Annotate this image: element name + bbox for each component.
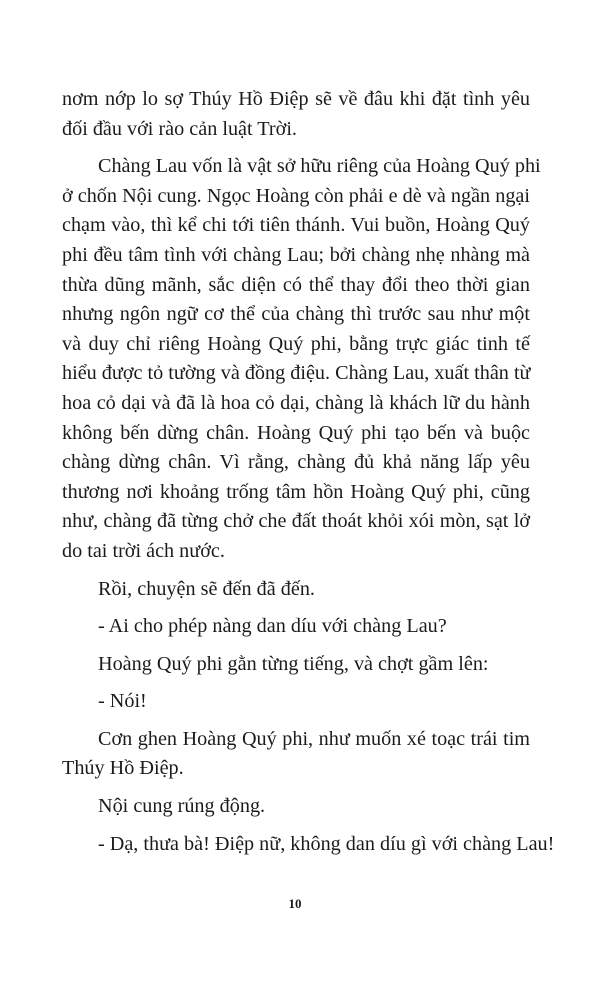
text-line: do tai trời ách nước. [62,539,225,562]
text-line: thương nơi khoảng trống tâm hồn Hoàng Quý phi, cũng [62,480,530,503]
text-line: và duy chỉ riêng Hoàng Quý phi, bằng trực giác tinh tế [62,332,530,355]
text-line: ở chốn Nội cung. Ngọc Hoàng còn phải e dè và ngần ngại [62,184,530,207]
paragraph [62,85,530,144]
text-line: nhưng ngôn ngữ cơ thể của chàng thì trước sau như một [62,303,530,326]
paragraph [62,687,530,717]
text-line: chạm vào, thì kể chi tới tiên thánh. Vui buồn, Hoàng Quý [62,214,530,237]
text-line: - Ai cho phép nàng dan díu với chàng Lau? [98,615,447,638]
text-line: Hoàng Quý phi gằn từng tiếng, và chợt gầm lên: [98,652,489,675]
text-line: nơm nớp lo sợ Thúy Hồ Điệp sẽ về đâu khi đặt tình yêu [62,88,530,110]
paragraph [62,830,555,860]
text-line: - Nói! [98,690,147,713]
paragraph [62,725,530,784]
text-line: chàng dừng chân. Vì rằng, chàng đủ khả năng lấp yêu [62,451,530,474]
text-line: phi đều tâm tình với chàng Lau; bởi chàng nhẹ nhàng mà [62,243,530,266]
page-number: 10 [288,896,302,911]
text-line: như, chàng đã từng chở che đất thoát khỏi xói mòn, sạt lở [62,510,530,533]
text-line: hoa cỏ dại và đã là hoa cỏ dại, chàng là khách lữ du hành [62,391,530,414]
text-line: không bến dừng chân. Hoàng Quý phi tạo bến và buộc [62,421,530,444]
text-line: thừa dũng mãnh, sắc diện có thể thay đổi theo thời gian [62,273,530,296]
text-line: Cơn ghen Hoàng Quý phi, như muốn xé toạc trái tim [98,727,530,750]
body-text [62,85,555,859]
text-line: Thúy Hồ Điệp. [62,757,184,780]
paragraph [62,650,530,680]
text-line: đối đầu với rào cản luật Trời. [62,117,297,140]
paragraph [62,792,530,822]
paragraph [62,575,530,605]
text-line: hiểu được tỏ tường và đồng điệu. Chàng Lau, xuất thân từ [62,362,531,385]
text-line: Nội cung rúng động. [98,795,266,818]
paragraph [62,612,530,642]
paragraph [62,152,541,566]
text-line: Chàng Lau vốn là vật sở hữu riêng của Hoàng Quý phi [98,155,541,178]
text-line: - Dạ, thưa bà! Điệp nữ, không dan díu gì với chàng Lau! [98,832,555,855]
text-line: Rồi, chuyện sẽ đến đã đến. [98,577,315,600]
